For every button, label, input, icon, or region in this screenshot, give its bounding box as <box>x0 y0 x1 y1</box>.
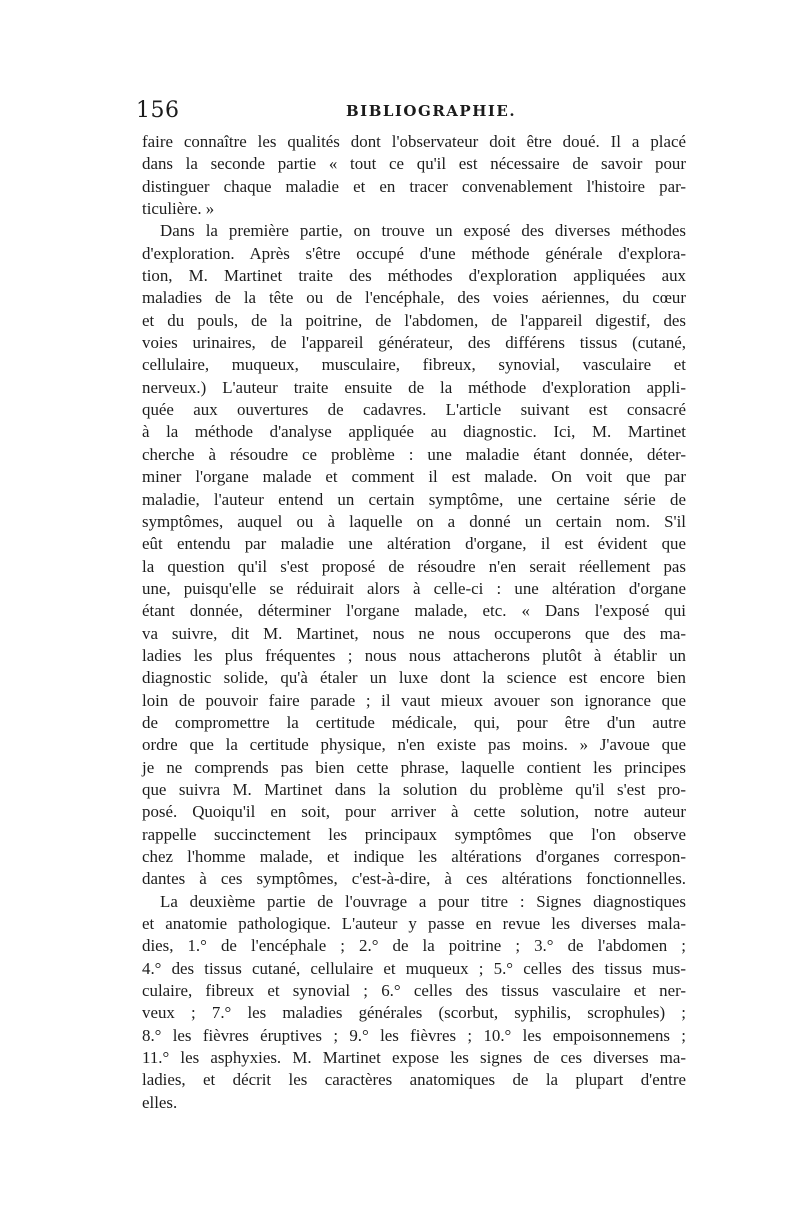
text-line: La deuxième partie de l'ouvrage a pour titre : Signes diagnostiques <box>160 891 686 911</box>
text-line: tion, M. Martinet traite des méthodes d'exploration appliquées aux <box>142 266 686 286</box>
text-line: étant donnée, déterminer l'organe malade, etc. « Dans l'exposé qui <box>142 601 686 621</box>
text-line: ticulière. » <box>142 199 215 219</box>
text-line: veux ; 7.° les maladies générales (scorbut, syphilis, scrophules) ; <box>142 1003 686 1023</box>
text-line: maladies de la tête ou de l'encéphale, des voies aériennes, du cœur <box>142 288 686 308</box>
page-header <box>136 98 686 128</box>
text-line: symptômes, auquel ou à laquelle on a donné un certain nom. S'il <box>142 511 686 531</box>
text-line: chez l'homme malade, et indique les altérations d'organes correspon- <box>142 847 686 866</box>
text-line: diagnostic solide, qu'à étaler un luxe dont la science est encore bien <box>142 668 686 688</box>
text-line: faire connaître les qualités dont l'observateur doit être doué. Il a placé <box>142 132 686 151</box>
text-line: que suivra M. Martinet dans la solution du problème qu'il s'est pro- <box>142 779 686 799</box>
text-line: eût entendu par maladie une altération d'organe, il est évident que <box>142 534 686 554</box>
text-line: loin de pouvoir faire parade ; il vaut mieux avouer son ignorance que <box>142 690 686 710</box>
running-title: BIBLIOGRAPHIE. <box>346 102 517 120</box>
text-line: posé. Quoiqu'il en soit, pour arriver à cette solution, notre auteur <box>142 802 686 822</box>
text-line: culaire, fibreux et synovial ; 6.° celles des tissus vasculaire et ner- <box>142 981 686 1001</box>
text-line: 4.° des tissus cutané, cellulaire et muqueux ; 5.° celles des tissus mus- <box>142 958 686 978</box>
text-line: cherche à résoudre ce problème : une maladie étant donnée, déter- <box>142 444 686 464</box>
text-line: dies, 1.° de l'encéphale ; 2.° de la poitrine ; 3.° de l'abdomen ; <box>142 936 686 956</box>
text-line: et anatomie pathologique. L'auteur y passe en revue les diverses mala- <box>142 914 686 934</box>
text-line: d'exploration. Après s'être occupé d'une méthode générale d'explora- <box>142 243 686 263</box>
text-line: miner l'organe malade et comment il est malade. On voit que par <box>142 467 686 487</box>
text-line: dans la seconde partie « tout ce qu'il est nécessaire de savoir pour <box>142 154 686 174</box>
text-line: la question qu'il s'est proposé de résoudre n'en serait réellement pas <box>142 556 686 576</box>
text-line: cellulaire, muqueux, musculaire, fibreux, synovial, vasculaire et <box>142 355 686 375</box>
text-line: maladie, l'auteur entend un certain symptôme, une certaine série de <box>142 489 686 509</box>
text-line: et du pouls, de la poitrine, de l'abdomen, de l'appareil digestif, des <box>142 310 686 330</box>
text-line: distinguer chaque maladie et en tracer convenablement l'histoire par- <box>142 176 686 196</box>
text-line: à la méthode d'analyse appliquée au diagnostic. Ici, M. Martinet <box>142 422 686 442</box>
text-line: de compromettre la certitude médicale, qui, pour être d'un autre <box>142 712 686 732</box>
text-line: ordre que la certitude physique, n'en existe pas moins. » J'avoue que <box>142 735 686 755</box>
text-line: ladies, et décrit les caractères anatomiques de la plupart d'entre <box>142 1070 686 1090</box>
text-line: Dans la première partie, on trouve un exposé des diverses méthodes <box>160 221 686 241</box>
text-line: je ne comprends pas bien cette phrase, laquelle contient les principes <box>142 757 686 777</box>
text-line: va suivre, dit M. Martinet, nous ne nous occuperons que des ma- <box>142 623 686 643</box>
text-line: une, puisqu'elle se réduirait alors à celle-ci : une altération d'organe <box>142 578 686 598</box>
text-line: voies urinaires, de l'appareil générateur, des différens tissus (cutané, <box>142 333 686 353</box>
page-number: 156 <box>136 98 180 123</box>
text-line: dantes à ces symptômes, c'est-à-dire, à ces altérations fonctionnelles. <box>142 869 686 889</box>
text-line: ladies les plus fréquentes ; nous nous attacherons plutôt à établir un <box>142 645 686 665</box>
text-line: 11.° les asphyxies. M. Martinet expose les signes de ces diverses ma- <box>142 1048 686 1068</box>
text-line: rappelle succinctement les principaux symptômes que l'on observe <box>142 824 686 844</box>
body-text <box>142 131 686 1114</box>
text-line: 8.° les fièvres éruptives ; 9.° les fièvres ; 10.° les empoisonnemens ; <box>142 1025 686 1045</box>
text-line: elles. <box>142 1092 178 1112</box>
text-line: quée aux ouvertures de cadavres. L'article suivant est consacré <box>142 400 686 420</box>
text-line: nerveux.) L'auteur traite ensuite de la méthode d'exploration appli- <box>142 377 686 397</box>
